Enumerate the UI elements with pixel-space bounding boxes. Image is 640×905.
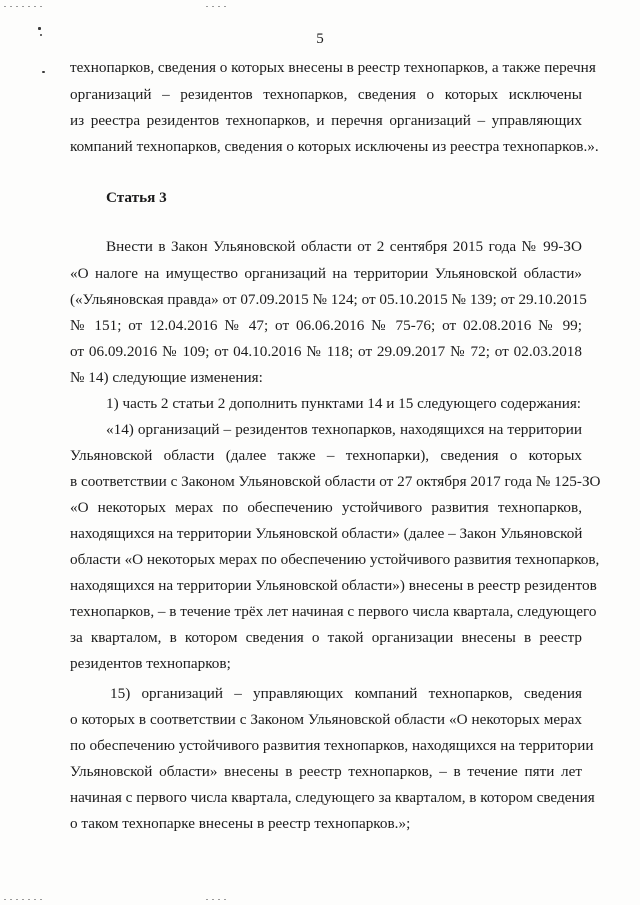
text-line: организаций – резидентов технопарков, сведения о которых исключены (70, 86, 582, 103)
text-line: «О налоге на имущество организаций на территории Ульяновской области» (70, 265, 582, 282)
text-line: о которых в соответствии с Законом Ульяновской области «О некоторых мерах (70, 711, 582, 728)
text-line: Внести в Закон Ульяновской области от 2 сентября 2015 года № 99-ЗО (106, 238, 582, 255)
text-line: № 14) следующие изменения: (70, 369, 263, 386)
text-line: компаний технопарков, сведения о которых исключены из реестра технопарков.». (70, 138, 599, 155)
article-heading: Статья 3 (106, 189, 167, 206)
text-line: технопарков, сведения о которых внесены в реестр технопарков, а также перечня (70, 59, 596, 76)
text-line: находящихся на территории Ульяновской области» (далее – Закон Ульяновской (70, 525, 583, 542)
text-line: из реестра резидентов технопарков, и перечня организаций – управляющих (70, 112, 582, 129)
text-line: о таком технопарке внесены в реестр технопарков.»; (70, 815, 411, 832)
scan-artifact (42, 71, 45, 73)
text-line: «14) организаций – резидентов технопарков, находящихся на территории (106, 421, 582, 438)
text-line: области «О некоторых мерах по обеспечению устойчивого развития технопарков, (70, 551, 600, 568)
text-line: за кварталом, в котором сведения о такой организации внесены в реестр (70, 629, 582, 646)
text-line: технопарков, – в течение трёх лет начиная с первого числа квартала, следующего (70, 603, 597, 620)
text-line: № 151; от 12.04.2016 № 47; от 06.06.2016 № 75-76; от 02.08.2016 № 99; (70, 317, 582, 334)
page-number: 5 (316, 31, 324, 47)
text-line: начиная с первого числа квартала, следующего за кварталом, в котором сведения (70, 789, 595, 806)
text-line: в соответствии с Законом Ульяновской области от 27 октября 2017 года № 125-ЗО (70, 473, 601, 490)
scan-artifact (4, 899, 44, 900)
text-line: резидентов технопарков; (70, 655, 231, 672)
text-line: от 06.09.2016 № 109; от 04.10.2016 № 118; от 29.09.2017 № 72; от 02.03.2018 (70, 343, 582, 360)
text-line: 15) организаций – управляющих компаний технопарков, сведения (110, 685, 582, 702)
text-line: по обеспечению устойчивого развития технопарков, находящихся на территории (70, 737, 594, 754)
list-item-1: 1) часть 2 статьи 2 дополнить пунктами 14 и 15 следующего содержания: (106, 395, 582, 412)
scan-artifact (38, 27, 41, 30)
scan-artifact (4, 6, 44, 7)
text-line: Ульяновской области (далее также – технопарки), сведения о которых (70, 447, 582, 464)
scan-artifact (206, 6, 230, 7)
text-line: находящихся на территории Ульяновской области») внесены в реестр резидентов (70, 577, 597, 594)
text-line: Ульяновской области» внесены в реестр технопарков, – в течение пяти лет (70, 763, 582, 780)
scan-artifact (206, 899, 230, 900)
text-line: («Ульяновская правда» от 07.09.2015 № 124; от 05.10.2015 № 139; от 29.10.2015 (70, 291, 587, 308)
text-line: «О некоторых мерах по обеспечению устойчивого развития технопарков, (70, 499, 582, 516)
